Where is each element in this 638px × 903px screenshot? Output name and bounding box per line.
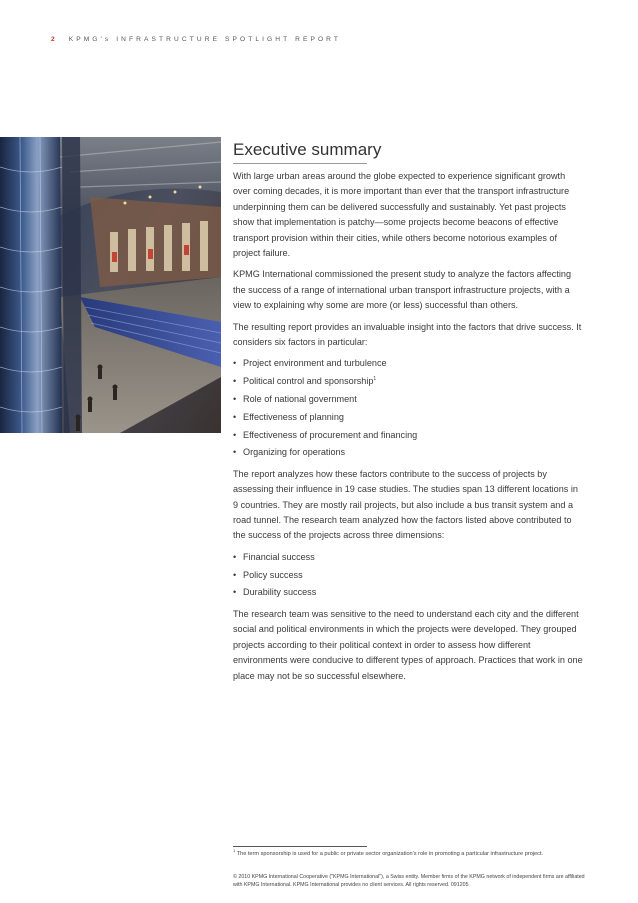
list-item: • Effectiveness of procurement and financing	[233, 429, 418, 440]
list-item: • Political control and sponsorship$^1$	[233, 376, 377, 387]
list-item: • Project environment and turbulence	[233, 358, 387, 369]
page-number: 2	[51, 36, 58, 43]
paragraph: KPMG International commissioned the present study to analyze the factors affecting the success of a range of international urban transport infrastructure projects, with a view to explaining why some are more (or less) successful than others.	[233, 269, 571, 311]
copyright-notice: © 2010 KPMG International Cooperative ("KPMG International"), a Swiss entity. Member firms of the KPMG network of independent firms are affiliated with KPMG International. KPMG International provides no client services. All rights reserved. 091205	[233, 874, 585, 888]
list-item: • Policy success	[233, 569, 303, 580]
footnote-text: The term sponsorship is used for a public or private sector organization's role in promoting a particular infrastructure project.	[236, 851, 544, 857]
paragraph: The report analyzes how these factors contribute to the success of projects by assessing their influence in 19 case studies. The studies span 13 different locations in 9 countries. They are mostly rail projects, but also include a bus transit system and a road tunnel. The research team analyzed how the factors listed above contributed to the success of the projects across three dimensions:	[233, 468, 578, 541]
footnote-rule	[233, 846, 367, 847]
list-item: • Durability success	[233, 587, 317, 598]
section-title: Executive summary	[233, 140, 382, 159]
list-item: • Financial success	[233, 551, 315, 562]
running-header	[51, 36, 341, 43]
footnote-marker[interactable]: 1	[373, 376, 377, 383]
list-item: • Effectiveness of planning	[233, 411, 344, 422]
dimensions-list	[233, 550, 585, 601]
title-rule	[233, 163, 367, 164]
paragraph: The resulting report provides an invaluable insight into the factors that drive success. It considers six factors in particular:	[233, 321, 582, 348]
running-title: KPMG's INFRASTRUCTURE SPOTLIGHT REPORT	[68, 36, 342, 43]
executive-summary-section	[233, 139, 585, 690]
footnote-number: 1	[233, 848, 236, 854]
footnote	[233, 850, 583, 858]
paragraph: With large urban areas around the globe expected to experience significant growth over coming decades, it is more important than ever that the transport infrastructure underpinning them can be delivered successfully and sustainably. Yet past projects show that implementation is patchy—some projects become beacons of effective transport provision within their cities, while others become notorious examples of project failure.	[233, 171, 570, 259]
factors-list	[233, 356, 585, 460]
train-station-photo	[0, 137, 221, 433]
list-item: • Organizing for operations	[233, 447, 346, 458]
list-item: • Role of national government	[233, 394, 357, 405]
paragraph: The research team was sensitive to the need to understand each city and the different social and political environments in which the projects were developed. They grouped projects according to their political context in order to assess how different environments were conducive to different types of approach. Practices that work in one place may not be so successful elsewhere.	[233, 608, 583, 681]
